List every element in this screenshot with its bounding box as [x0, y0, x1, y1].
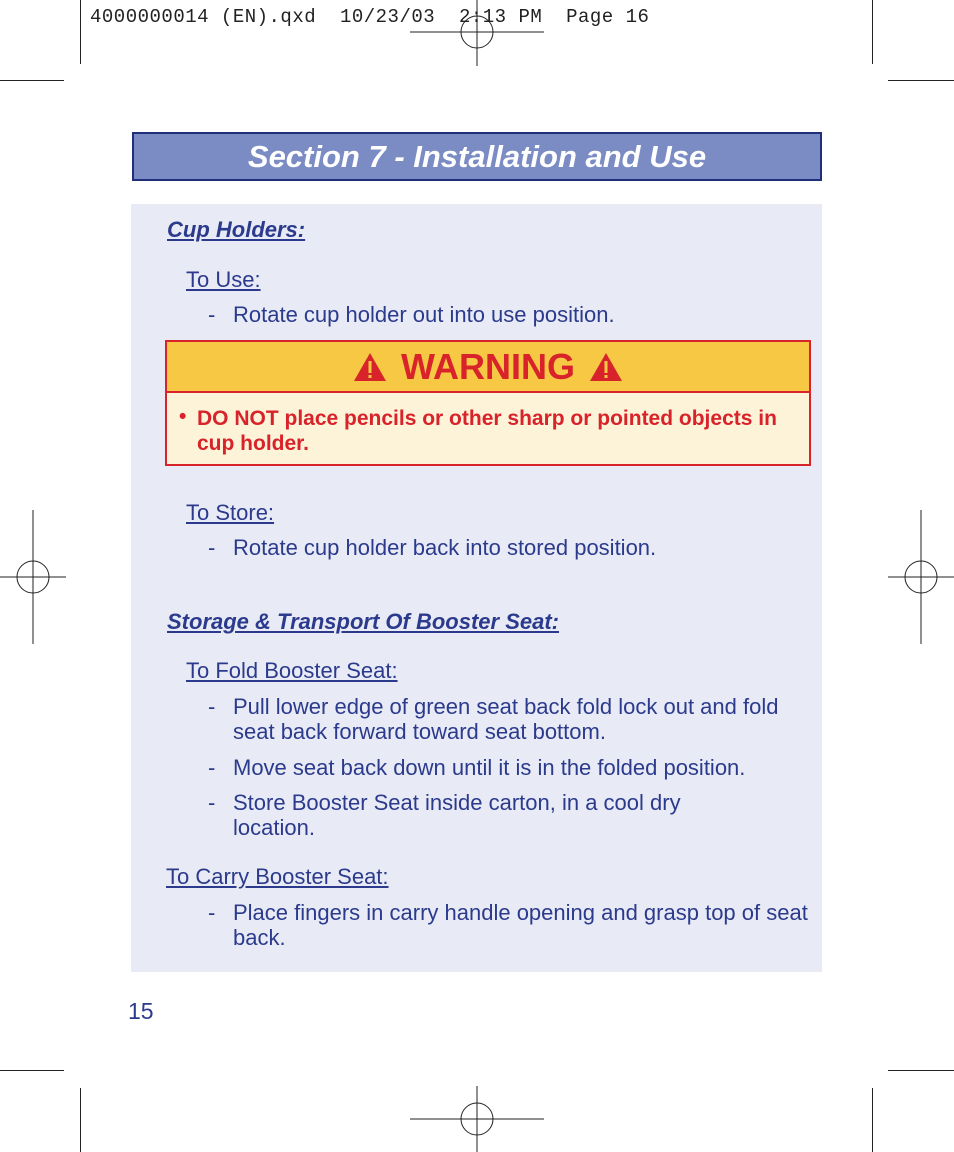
warning-triangle-icon	[589, 352, 623, 382]
warning-triangle-icon	[353, 352, 387, 382]
crop-mark	[0, 80, 64, 81]
fold-label: To Fold Booster Seat:	[186, 658, 398, 683]
step-text: Store Booster Seat inside carton, in a cool dry location.	[233, 790, 681, 840]
warning-box	[165, 340, 811, 466]
step-text: Place fingers in carry handle opening and grasp top of seat back.	[233, 900, 808, 950]
step-text: Rotate cup holder back into stored position.	[233, 535, 657, 560]
list-item: - Store Booster Seat inside carton, in a cool dry location.	[208, 790, 818, 840]
warning-title: WARNING	[401, 345, 575, 387]
registration-mark-icon	[410, 1086, 544, 1152]
crop-mark	[80, 1088, 81, 1152]
crop-mark	[0, 1070, 64, 1071]
crop-mark	[872, 0, 873, 64]
step-text: Pull lower edge of green seat back fold lock out and fold seat back forward toward seat bottom.	[233, 694, 779, 744]
section-title: Section 7 - Installation and Use	[247, 138, 707, 174]
registration-mark-icon	[410, 0, 544, 66]
registration-mark-icon	[0, 510, 66, 644]
list-item: - Rotate cup holder back into stored position.	[208, 535, 657, 560]
warning-text: DO NOT place pencils or other sharp or pointed objects in cup holder.	[197, 407, 777, 455]
registration-mark-icon	[888, 510, 954, 644]
to-store-label: To Store:	[186, 500, 275, 525]
list-item: - Place fingers in carry handle opening and grasp top of seat back.	[208, 900, 818, 950]
to-use-label: To Use:	[186, 267, 261, 292]
crop-mark	[80, 0, 81, 64]
section-title-bar	[132, 132, 822, 181]
cup-holders-heading: Cup Holders:	[167, 217, 306, 242]
bullet-icon: •	[179, 405, 187, 428]
list-item: - Move seat back down until it is in the folded position.	[208, 755, 746, 780]
storage-heading: Storage & Transport Of Booster Seat:	[167, 609, 559, 634]
page-number: 15	[128, 998, 154, 1024]
warning-header	[167, 342, 809, 393]
step-text: Move seat back down until it is in the folded position.	[233, 755, 746, 780]
list-item: - Pull lower edge of green seat back fold lock out and fold seat back forward toward seat bottom.	[208, 694, 818, 744]
crop-mark	[888, 1070, 954, 1071]
step-text: Rotate cup holder out into use position.	[233, 302, 615, 327]
printer-slug: 4000000014 (EN).qxd 10/23/03 2:13 PM Page 16	[90, 6, 650, 28]
crop-mark	[888, 80, 954, 81]
carry-label: To Carry Booster Seat:	[166, 864, 389, 889]
crop-mark	[872, 1088, 873, 1152]
list-item: - Rotate cup holder out into use position.	[208, 302, 615, 327]
